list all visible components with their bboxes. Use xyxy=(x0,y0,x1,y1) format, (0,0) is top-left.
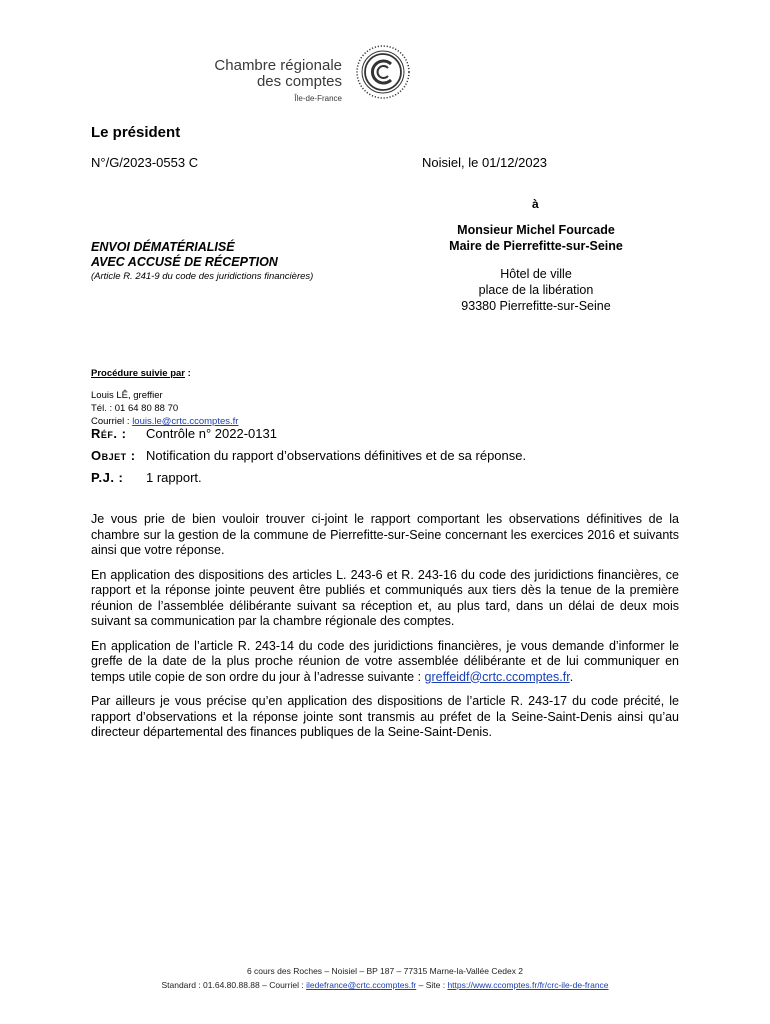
procedure-email-link[interactable]: louis.le@crtc.ccomptes.fr xyxy=(132,416,239,427)
sender-title: Le président xyxy=(91,124,181,141)
recipient-address-1: Hôtel de ville xyxy=(500,267,572,281)
procedure-tel: Tél. : 01 64 80 88 70 xyxy=(91,403,179,414)
body-paragraph-4: Par ailleurs je vous précise qu’en application des dispositions de l’article R. 243-17 du code précité, le rapport d’observations et la réponse jointe sont transmis au préfet de la Seine-Saint-Denis ainsi qu’au directeur départemental des finances publiques de la Seine-Saint-Denis. xyxy=(91,694,679,739)
ref-value: Contrôle n° 2022-0131 xyxy=(146,426,277,441)
pj-label: P.J. : xyxy=(91,470,124,485)
ref-label: Réf. : xyxy=(91,426,127,441)
logo-text xyxy=(214,58,342,106)
footer-email-link[interactable]: iledefrance@crtc.ccomptes.fr xyxy=(306,980,417,990)
recipient-title: Maire de Pierrefitte-sur-Seine xyxy=(449,239,623,253)
recipient-address-3: 93380 Pierrefitte-sur-Seine xyxy=(461,299,611,313)
procedure-email-label: Courriel : xyxy=(91,416,133,427)
body-paragraph-3-end: . xyxy=(569,669,574,684)
objet-value: Notification du rapport d’observations définitives et de sa réponse. xyxy=(146,448,527,463)
procedure-title-colon: : xyxy=(184,368,191,379)
letter-body xyxy=(91,512,679,750)
body-paragraph-1: Je vous prie de bien vouloir trouver ci-joint le rapport comportant les observations définitives de la chambre sur la gestion de la commune de Pierrefitte-sur-Seine concernant les exercices 2016 et suivants ainsi que votre réponse. xyxy=(91,512,679,557)
greffe-email-link[interactable]: greffeidf@crtc.ccomptes.fr xyxy=(424,669,570,684)
delivery-article: (Article R. 241-9 du code des juridictions financières) xyxy=(91,271,314,282)
reference-number: N°/G/2023-0553 C xyxy=(91,155,199,170)
body-paragraph-2: En application des dispositions des articles L. 243-6 et R. 243-16 du code des juridictions financières, ce rapport et la réponse jointe peuvent être publiés et communiqués aux tiers dès la tenue de la première réunion de l’assemblée délibérante suivant sa réception et, au plus tard, dans un délai de deux mois suivant sa communication par la chambre régionale des comptes. xyxy=(91,567,679,628)
procedure-block xyxy=(91,367,238,428)
footer-standard: Standard : 01.64.80.88.88 – Courriel : xyxy=(161,980,307,990)
place-date: Noisiel, le 01/12/2023 xyxy=(422,155,548,170)
footer-site-label: – Site : xyxy=(416,980,448,990)
logo-line-2: des comptes xyxy=(256,73,342,90)
body-paragraph-3 xyxy=(91,639,679,686)
footer-contact xyxy=(0,978,770,992)
body-paragraph-3-text: En application de l’article R. 243-14 du code des juridictions financières, je vous demande d’informer le greffe de la date de la plus proche réunion de votre assemblée délibérante et de lui communiquer en temps utile copie de son ordre du jour à l’adresse suivante : xyxy=(91,638,679,684)
logo-line-3: Île-de-France xyxy=(294,94,342,103)
recipient-a: à xyxy=(532,197,539,211)
delivery-line-1: ENVOI DÉMATÉRIALISÉ xyxy=(91,240,235,254)
footer-site-link[interactable]: https://www.ccomptes.fr/fr/crc-ile-de-france xyxy=(447,980,609,990)
procedure-name: Louis LÊ, greffier xyxy=(91,390,163,401)
objet-row xyxy=(91,445,526,467)
ref-row xyxy=(91,423,526,445)
recipient-name: Monsieur Michel Fourcade xyxy=(457,223,615,237)
pj-row xyxy=(91,467,526,489)
objet-label: Objet : xyxy=(91,448,136,463)
footer xyxy=(0,964,770,992)
footer-address: 6 cours des Roches – Noisiel – BP 187 – 77315 Marne-la-Vallée Cedex 2 xyxy=(246,966,524,976)
recipient-block xyxy=(418,222,654,314)
procedure-title xyxy=(91,367,238,380)
delivery-notice xyxy=(91,240,313,283)
crc-seal-icon xyxy=(355,44,411,100)
recipient-address-2: place de la libération xyxy=(478,283,594,297)
reference-block xyxy=(91,423,526,489)
logo-line-1: Chambre régionale xyxy=(214,57,342,74)
procedure-title-text: Procédure suivie par xyxy=(91,368,185,379)
delivery-line-2: AVEC ACCUSÉ DE RÉCEPTION xyxy=(91,255,278,269)
pj-value: 1 rapport. xyxy=(146,470,202,485)
